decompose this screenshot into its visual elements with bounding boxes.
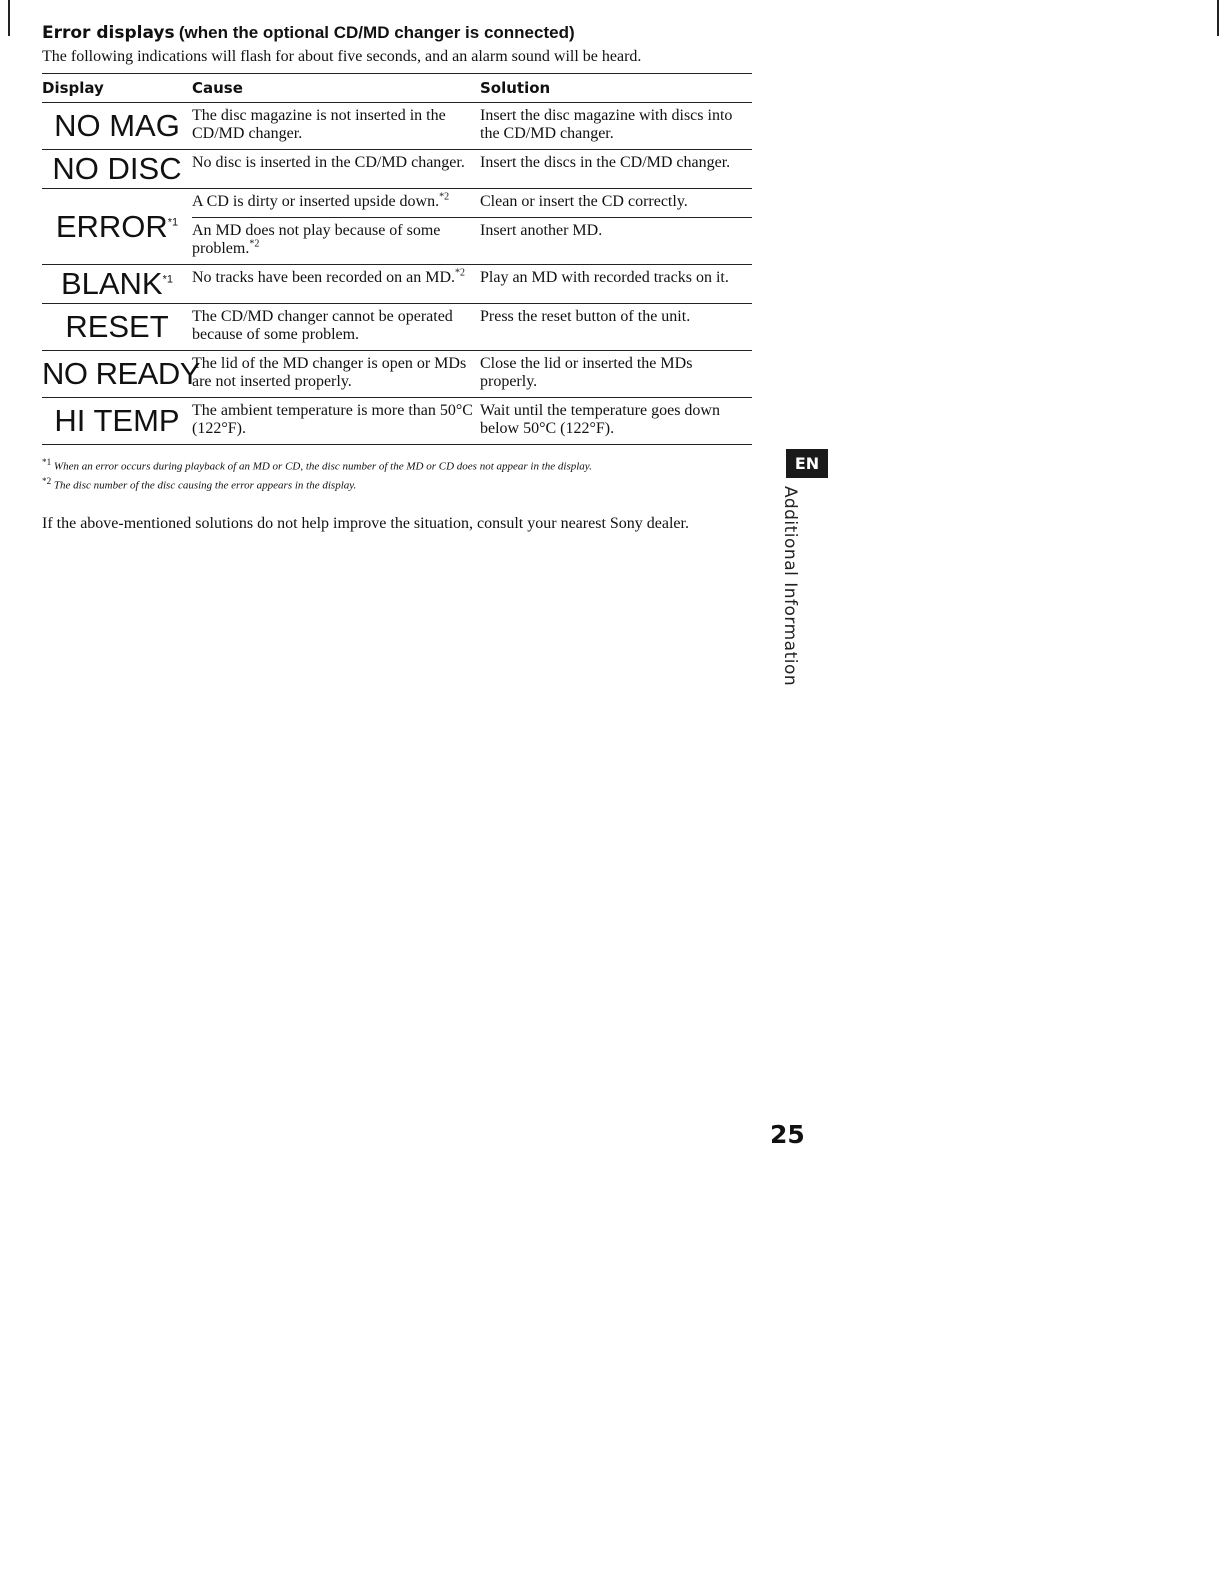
footnote xyxy=(42,455,752,474)
page-edge-right xyxy=(1217,0,1219,36)
language-badge: EN xyxy=(786,449,828,478)
footnote xyxy=(42,474,752,493)
display-code: NO DISC xyxy=(42,150,192,189)
table-row xyxy=(42,103,752,150)
header-display: Display xyxy=(42,74,192,103)
page-edge-left xyxy=(8,0,10,36)
display-code: BLANK xyxy=(60,266,163,301)
solution-cell: Play an MD with recorded tracks on it. xyxy=(480,265,752,304)
cause-cell: No disc is inserted in the CD/MD changer. xyxy=(192,150,480,189)
page-number: 25 xyxy=(770,1120,805,1149)
display-code: ERROR xyxy=(55,208,168,244)
cause-cell xyxy=(192,265,480,304)
footnote-mark: *2 xyxy=(439,191,450,203)
solution-cell: Wait until the temperature goes down below 50°C (122°F). xyxy=(480,398,752,445)
side-tab-label: Additional Information xyxy=(780,486,800,687)
table-row xyxy=(42,189,752,218)
cause-text: A CD is dirty or inserted upside down. xyxy=(192,193,440,210)
intro-text: The following indications will flash for about five seconds, and an alarm sound will be heard. xyxy=(42,48,642,65)
display-code-cell xyxy=(42,189,192,265)
cause-cell: The lid of the MD changer is open or MDs are not inserted properly. xyxy=(192,351,480,398)
footnote-mark: *2 xyxy=(249,238,260,250)
closing-paragraph: If the above-mentioned solutions do not help improve the situation, consult your nearest Sony dealer. xyxy=(42,515,689,533)
section-title-sub: (when the optional CD/MD changer is connected) xyxy=(178,23,575,42)
cause-text: No tracks have been recorded on an MD. xyxy=(192,269,456,286)
solution-cell: Close the lid or inserted the MDs properly. xyxy=(480,351,752,398)
display-code: NO READY xyxy=(42,351,192,398)
table-header-row xyxy=(42,74,752,103)
cause-cell xyxy=(192,189,480,218)
footnotes xyxy=(42,455,752,492)
table-row xyxy=(42,398,752,445)
footnote-mark: *2 xyxy=(455,267,466,279)
solution-cell: Press the reset button of the unit. xyxy=(480,304,752,351)
footnote-text: When an error occurs during playback of an MD or CD, the disc number of the MD or CD does not appear in the display. xyxy=(53,460,592,473)
footnote-mark: *2 xyxy=(42,475,52,486)
display-code-cell xyxy=(42,265,192,304)
footnote-text: The disc number of the disc causing the error appears in the display. xyxy=(53,479,357,492)
cause-text: An MD does not play because of some problem. xyxy=(192,222,441,257)
footnote-mark: *1 xyxy=(162,273,174,286)
solution-cell: Insert another MD. xyxy=(480,218,752,265)
section-title xyxy=(42,22,752,44)
cause-cell: The ambient temperature is more than 50°C (122°F). xyxy=(192,398,480,445)
header-solution: Solution xyxy=(480,74,752,103)
footnote-mark: *1 xyxy=(167,216,179,229)
cause-cell: The disc magazine is not inserted in the CD/MD changer. xyxy=(192,103,480,150)
table-row xyxy=(42,265,752,304)
display-code: NO MAG xyxy=(42,103,192,150)
header-cause: Cause xyxy=(192,74,480,103)
error-table xyxy=(42,73,752,445)
footnote-mark: *1 xyxy=(42,457,52,467)
main-content xyxy=(42,22,752,549)
table-row xyxy=(42,304,752,351)
table-row xyxy=(42,150,752,189)
solution-cell: Insert the disc magazine with discs into the CD/MD changer. xyxy=(480,103,752,150)
solution-cell: Clean or insert the CD correctly. xyxy=(480,189,752,218)
section-title-main: Error displays xyxy=(42,23,175,43)
solution-cell: Insert the discs in the CD/MD changer. xyxy=(480,150,752,189)
display-code: RESET xyxy=(42,304,192,351)
display-code: HI TEMP xyxy=(42,398,192,445)
cause-cell xyxy=(192,218,480,265)
table-row xyxy=(42,351,752,398)
cause-cell: The CD/MD changer cannot be operated because of some problem. xyxy=(192,304,480,351)
